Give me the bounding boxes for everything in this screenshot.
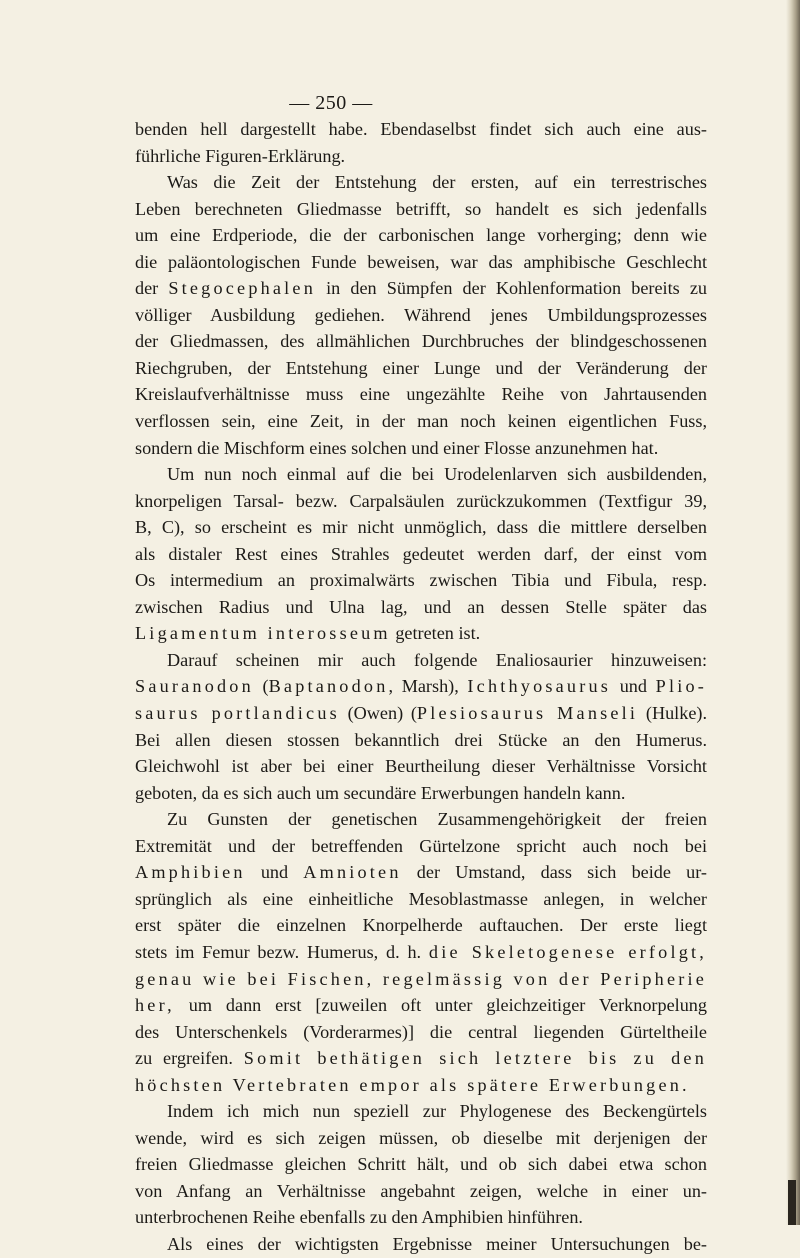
text-run: Zu Gunsten der genetischen Zusammengehörigkeit der freien	[167, 809, 707, 830]
text-line	[135, 381, 707, 408]
text-line	[135, 806, 707, 833]
text-run: zwischen Radius und Ulna lag, und an dessen Stelle später das	[135, 596, 707, 617]
text-run: freien Gliedmasse gleichen Schritt hält, und ob sich dabei etwa schon	[135, 1154, 707, 1175]
text-line	[135, 408, 707, 435]
text-run: (Owen) (	[339, 703, 417, 724]
text-run: zu ergreifen.	[135, 1048, 244, 1069]
text-run: unterbrochenen Reihe ebenfalls zu den Amphibien hinführen.	[135, 1207, 583, 1228]
spaced-emphasis: Amphibien	[135, 862, 246, 883]
text-line	[135, 753, 707, 780]
text-run: in den Sümpfen der Kohlenformation bereits zu	[316, 278, 707, 299]
text-line	[135, 780, 707, 807]
text-run: benden hell dargestellt habe. Ebendaselbst findet sich auch eine aus-	[135, 119, 707, 139]
text-run: Was die Zeit der Entstehung der ersten, auf ein terrestrisches	[167, 172, 707, 193]
text-run: um eine Erdperiode, die der carbonischen lange vorherging; denn wie	[135, 225, 707, 246]
text-run: die paläontologischen Funde beweisen, war das amphibische Geschlecht	[135, 251, 707, 272]
page-edge-dark-corner	[788, 1180, 796, 1225]
text-run: sprünglich als eine einheitliche Mesoblastmasse anlegen, in welcher	[135, 888, 707, 909]
text-line	[135, 222, 707, 249]
text-run: Als eines der wichtigsten Ergebnisse meiner Untersuchungen be-	[167, 1233, 707, 1254]
text-line	[135, 647, 707, 674]
text-run: und	[245, 862, 304, 883]
text-line	[135, 196, 707, 223]
page-edge-shadow	[786, 0, 800, 1225]
text-run: (Hulke).	[638, 703, 707, 724]
body-text	[135, 116, 707, 1258]
text-line	[135, 912, 707, 939]
text-run: Leben berechneten Gliedmasse betrifft, so handelt es sich jedenfalls	[135, 198, 707, 219]
text-run: und	[611, 676, 656, 697]
text-line	[135, 275, 707, 302]
text-line	[135, 1072, 707, 1099]
spaced-emphasis: Plio-	[655, 676, 708, 697]
text-line	[135, 886, 707, 913]
page-number: — 250 —	[289, 92, 373, 114]
text-line	[135, 1151, 707, 1178]
text-run: Os intermedium an proximalwärts zwischen Tibia und Fibula, resp.	[135, 570, 707, 591]
spaced-emphasis: Baptanodon	[268, 676, 389, 697]
text-line	[135, 992, 707, 1019]
text-line	[135, 1204, 707, 1231]
text-line	[135, 700, 707, 727]
spaced-emphasis: genau wie bei Fischen, regelmässig von der Peripherie	[135, 968, 707, 989]
text-line	[135, 1045, 707, 1072]
text-line	[135, 1125, 707, 1152]
text-line	[135, 1231, 707, 1258]
text-run: der	[135, 278, 169, 299]
text-run: des Unterschenkels (Vorderarmes)] die central liegenden Gürteltheile	[135, 1021, 707, 1042]
text-run: als distaler Rest eines Strahles gedeutet werden darf, der einst vom	[135, 543, 707, 564]
text-run: führliche Figuren-Erklärung.	[135, 145, 346, 166]
text-run: stets im Femur bezw. Humerus, d. h.	[135, 941, 429, 962]
text-run: (	[253, 676, 269, 697]
text-line	[135, 541, 707, 568]
spaced-emphasis: die Skeletogenese erfolgt,	[428, 941, 707, 962]
spaced-emphasis: Ichthyosaurus	[467, 676, 612, 697]
text-run: , Marsh),	[388, 676, 468, 697]
text-run: getreten ist.	[390, 623, 481, 644]
text-line	[135, 514, 707, 541]
text-line	[135, 435, 707, 462]
text-line	[135, 594, 707, 621]
text-run: völliger Ausbildung gediehen. Während jenes Umbildungsprozesses	[135, 304, 707, 325]
text-run: Gleichwohl ist aber bei einer Beurtheilung dieser Verhältnisse Vorsicht	[135, 756, 707, 777]
text-line	[135, 620, 707, 647]
spaced-emphasis: Somit bethätigen sich letztere bis zu den	[243, 1048, 707, 1069]
text-run: erst später die einzelnen Knorpelherde auftauchen. Der erste liegt	[135, 915, 707, 936]
text-run: B, C), so erscheint es mir nicht unmöglich, dass die mittlere derselben	[135, 517, 707, 538]
text-line	[135, 249, 707, 276]
text-run: Extremität und der betreffenden Gürtelzone spricht auch noch bei	[135, 835, 707, 856]
text-line	[135, 143, 707, 170]
text-line	[135, 833, 707, 860]
text-run: Bei allen diesen stossen bekanntlich drei Stücke an den Humerus.	[135, 729, 707, 750]
text-run: verflossen sein, eine Zeit, in der man noch keinen eigentlichen Fuss,	[135, 411, 707, 432]
text-run: Kreislaufverhältnisse muss eine ungezählte Reihe von Jahrtausenden	[135, 384, 707, 405]
text-line	[135, 567, 707, 594]
spaced-emphasis: saurus portlandicus	[135, 703, 340, 724]
spaced-emphasis: Stegocephalen	[168, 278, 316, 299]
text-run: der Gliedmassen, des allmählichen Durchbruches der blindgeschossenen	[135, 331, 707, 352]
text-run: von Anfang an Verhältnisse angebahnt zeigen, welche in einer un-	[135, 1180, 707, 1201]
text-line	[135, 169, 707, 196]
spaced-emphasis: Sauranodon	[135, 676, 254, 697]
text-line	[135, 966, 707, 993]
text-line	[135, 1098, 707, 1125]
text-line	[135, 727, 707, 754]
text-run: sondern die Mischform eines solchen und einer Flosse anzunehmen hat.	[135, 437, 659, 458]
text-line	[135, 939, 707, 966]
text-run: der Umstand, dass sich beide ur-	[401, 862, 707, 883]
text-line	[135, 673, 707, 700]
spaced-emphasis: Amnioten	[303, 862, 402, 883]
text-line	[135, 116, 707, 143]
spaced-emphasis: höchsten Vertebraten empor als spätere Erwerbungen.	[135, 1074, 690, 1095]
text-line	[135, 1178, 707, 1205]
text-line	[135, 488, 707, 515]
text-line	[135, 328, 707, 355]
spaced-emphasis: Ligamentum interosseum	[135, 623, 391, 644]
text-run: knorpeligen Tarsal- bezw. Carpalsäulen zurückzukommen (Textfigur 39,	[135, 490, 707, 511]
text-line	[135, 1019, 707, 1046]
text-run: Um nun noch einmal auf die bei Urodelenlarven sich ausbildenden,	[167, 464, 707, 485]
spaced-emphasis: her,	[135, 995, 175, 1016]
text-run: geboten, da es sich auch um secundäre Erwerbungen handeln kann.	[135, 782, 626, 803]
text-run: wende, wird es sich zeigen müssen, ob dieselbe mit derjenigen der	[135, 1127, 707, 1148]
text-run: Darauf scheinen mir auch folgende Enaliosaurier hinzuweisen:	[167, 649, 707, 670]
text-line	[135, 859, 707, 886]
text-run: Indem ich mich nun speziell zur Phylogenese des Beckengürtels	[167, 1101, 707, 1122]
spaced-emphasis: Plesiosaurus Manseli	[416, 703, 639, 724]
text-run: um dann erst [zuweilen oft unter gleichzeitiger Verknorpelung	[174, 995, 707, 1016]
text-line	[135, 355, 707, 382]
text-line	[135, 461, 707, 488]
text-run: Riechgruben, der Entstehung einer Lunge und der Veränderung der	[135, 357, 707, 378]
text-line	[135, 302, 707, 329]
